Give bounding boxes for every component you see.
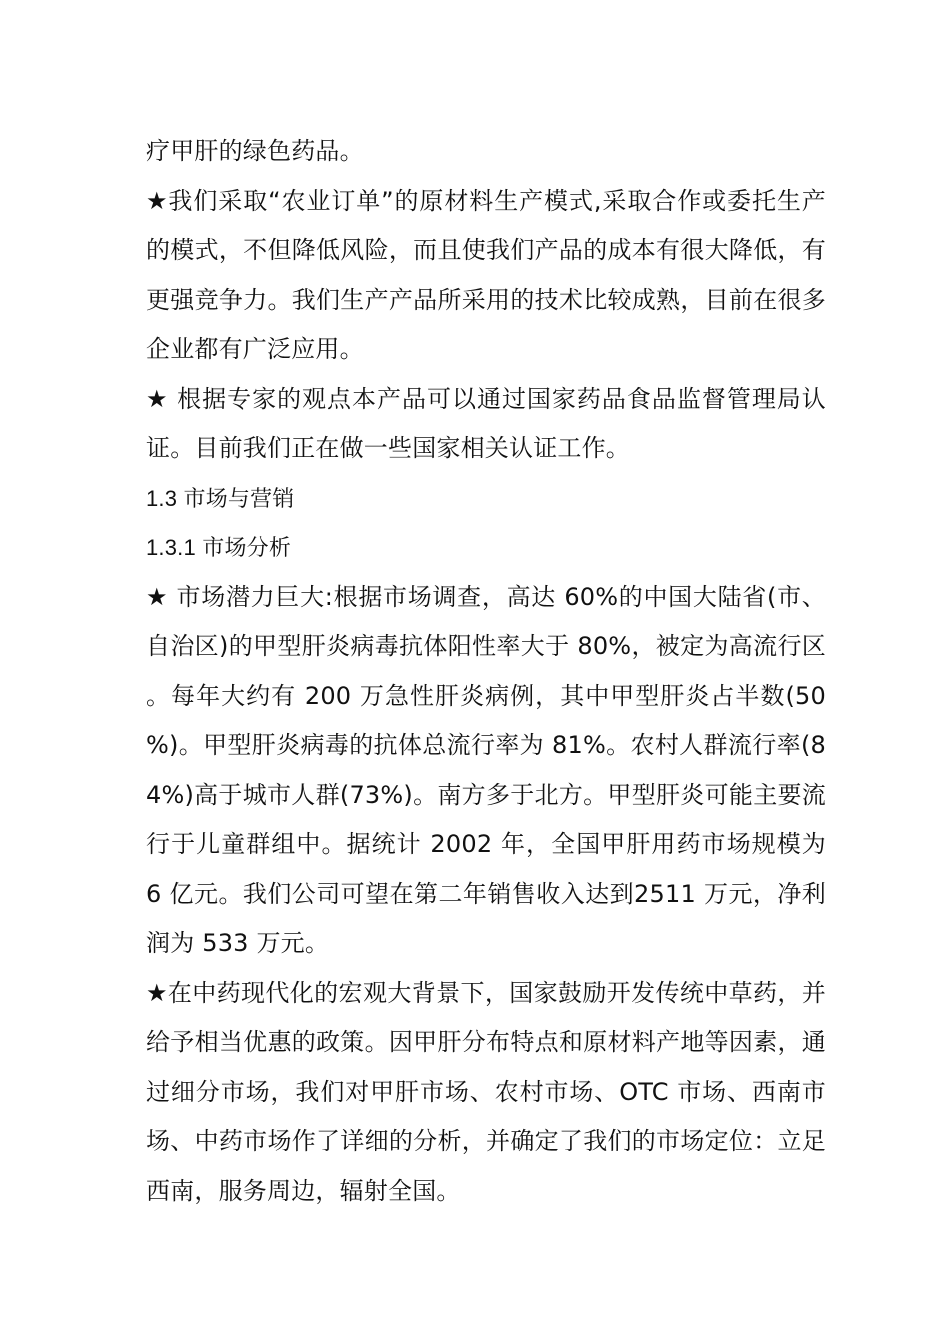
document-body	[146, 127, 826, 1216]
paragraph-production-model: ★我们采取“农业订单”的原材料生产模式,采取合作或委托生产的模式，不但降低风险，而且使我们产品的成本有很大降低，有更强竞争力。我们生产产品所采用的技术比较成熟，目前在很多企业都有广泛应用。	[146, 186, 826, 363]
paragraph-certification: ★ 根据专家的观点本产品可以通过国家药品食品监督管理局认证。目前我们正在做一些国家相关认证工作。	[146, 384, 826, 462]
section-heading-market-marketing: 1.3 市场与营销	[146, 485, 295, 511]
subsection-heading-market-analysis: 1.3.1 市场分析	[146, 535, 292, 560]
paragraph-continuation: 疗甲肝的绿色药品。	[146, 137, 364, 165]
paragraph-market-positioning: ★在中药现代化的宏观大背景下，国家鼓励开发传统中草药，并给予相当优惠的政策。因甲肝分布特点和原材料产地等因素，通过细分市场，我们对甲肝市场、农村市场、OTC 市场、西南市场、中药市场作了详细的分析，并确定了我们的市场定位：立足西南，服务周边，辐射全国。	[146, 978, 826, 1205]
paragraph-market-potential: ★ 市场潜力巨大:根据市场调查，高达 60%的中国大陆省(市、自治区)的甲型肝炎病毒抗体阳性率大于 80%，被定为高流行区。每年大约有 200 万急性肝炎病例，其中甲型肝炎占半数(50%)。甲型肝炎病毒的抗体总流行率为 81%。农村人群流行率(84%)高于城市人群(73%)。南方多于北方。甲型肝炎可能主要流行于儿童群组中。据统计 2002 年，全国甲肝用药市场规模为 6 亿元。我们公司可望在第二年销售收入达到2511 万元，净利润为 533 万元。	[146, 582, 826, 957]
